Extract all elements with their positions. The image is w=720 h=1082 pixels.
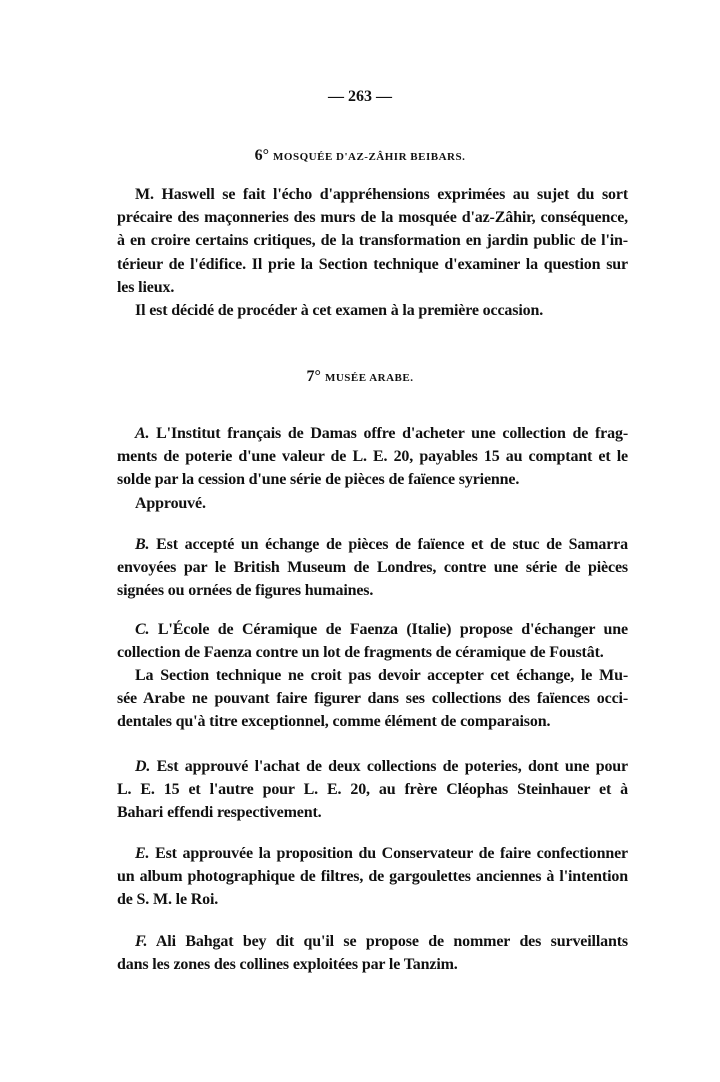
paragraph-line bbox=[135, 301, 628, 321]
line-text: M. Haswell se fait l'écho d'appréhensions exprimées au sujet du sort bbox=[135, 186, 628, 203]
line-text: solde par la cession d'une série de pièces de faïence syrienne. bbox=[117, 471, 520, 489]
paragraph-label: D. bbox=[135, 758, 151, 775]
paragraph-line bbox=[135, 424, 628, 444]
section-title: MUSÉE ARABE. bbox=[324, 372, 414, 384]
paragraph-label: C. bbox=[135, 621, 150, 638]
paragraph-line bbox=[135, 757, 628, 777]
paragraph-line bbox=[135, 185, 628, 205]
line-text: Ali Bahgat bey dit qu'il se propose de nommer des surveillants bbox=[155, 933, 628, 950]
line-text: envoyées par le British Museum de Londres, contre une série de pièces bbox=[117, 559, 628, 577]
line-text: ments de poterie d'une valeur de L. E. 20, payables 15 au comptant et le bbox=[117, 448, 628, 466]
paragraph-line bbox=[117, 278, 628, 298]
line-text: térieur de l'édifice. Il prie la Section technique d'examiner la question sur bbox=[117, 255, 628, 273]
line-text: de S. M. le Roi. bbox=[117, 891, 219, 909]
paragraph-line bbox=[135, 494, 628, 514]
section-heading bbox=[0, 368, 720, 386]
paragraph-line bbox=[117, 803, 628, 823]
paragraph-line bbox=[117, 955, 628, 975]
paragraph-line bbox=[135, 932, 628, 952]
paragraph-line bbox=[117, 231, 628, 251]
section-number: 7° bbox=[306, 368, 321, 385]
paragraph-line bbox=[117, 558, 628, 578]
line-text: à en croire certains critiques, de la transformation en jardin public de l'in- bbox=[117, 232, 628, 250]
paragraph-line bbox=[117, 712, 628, 732]
paragraph-label: B. bbox=[135, 536, 150, 553]
paragraph-line bbox=[117, 780, 628, 800]
paragraph-line bbox=[117, 255, 628, 275]
paragraph-line bbox=[117, 643, 628, 663]
line-text: collection de Faenza contre un lot de fragments de céramique de Foustât. bbox=[117, 644, 604, 662]
line-text: L. E. 15 et l'autre pour L. E. 20, au frère Cléophas Steinhauer et à bbox=[117, 781, 628, 799]
paragraph-label: E. bbox=[135, 845, 150, 862]
paragraph-line bbox=[117, 890, 628, 910]
section-number: 6° bbox=[254, 147, 270, 164]
line-text: Est accepté un échange de pièces de faïence et de stuc de Samarra bbox=[156, 536, 628, 553]
line-text: sée Arabe ne pouvant faire figurer dans ses collections des faïences occi- bbox=[117, 690, 628, 708]
line-text: dans les zones des collines exploitées par le Tanzim. bbox=[117, 956, 458, 974]
paragraph-line bbox=[117, 208, 628, 228]
line-text: La Section technique ne croit pas devoir accepter cet échange, le Mu- bbox=[135, 667, 628, 684]
line-text: Est approuvée la proposition du Conservateur de faire confectionner bbox=[155, 845, 628, 862]
paragraph-line bbox=[135, 535, 628, 555]
line-text: précaire des maçonneries des murs de la mosquée d'az-Zâhir, conséquence, bbox=[117, 209, 628, 227]
paragraph-line bbox=[117, 447, 628, 467]
line-text: Il est décidé de procéder à cet examen à la première occasion. bbox=[135, 302, 544, 319]
line-text: Bahari effendi respectivement. bbox=[117, 804, 322, 822]
paragraph-line bbox=[135, 844, 628, 864]
paragraph-line bbox=[135, 666, 628, 686]
line-text: dentales qu'à titre exceptionnel, comme élément de comparaison. bbox=[117, 713, 551, 731]
line-text: les lieux. bbox=[117, 278, 175, 296]
paragraph-line bbox=[117, 470, 628, 490]
paragraph-line bbox=[135, 620, 628, 640]
paragraph-label: A. bbox=[135, 425, 150, 442]
paragraph-label: F. bbox=[135, 933, 148, 950]
paragraph-line bbox=[117, 689, 628, 709]
paragraph-line bbox=[117, 581, 628, 601]
paragraph-line bbox=[117, 867, 628, 887]
section-heading bbox=[0, 147, 720, 165]
line-text: L'École de Céramique de Faenza (Italie) propose d'échanger une bbox=[157, 621, 628, 638]
line-text: un album photographique de filtres, de gargoulettes anciennes à l'intention bbox=[117, 868, 628, 886]
line-text: L'Institut français de Damas offre d'acheter une collection de frag- bbox=[156, 425, 629, 442]
line-text: signées ou ornées de figures humaines. bbox=[117, 582, 374, 600]
section-title: MOSQUÉE D'AZ-ZÂHIR BEIBARS. bbox=[273, 151, 466, 163]
line-text: Est approuvé l'achat de deux collections de poteries, dont une pour bbox=[156, 758, 628, 775]
page-number: — 263 — bbox=[328, 88, 392, 105]
line-text: Approuvé. bbox=[135, 495, 206, 512]
